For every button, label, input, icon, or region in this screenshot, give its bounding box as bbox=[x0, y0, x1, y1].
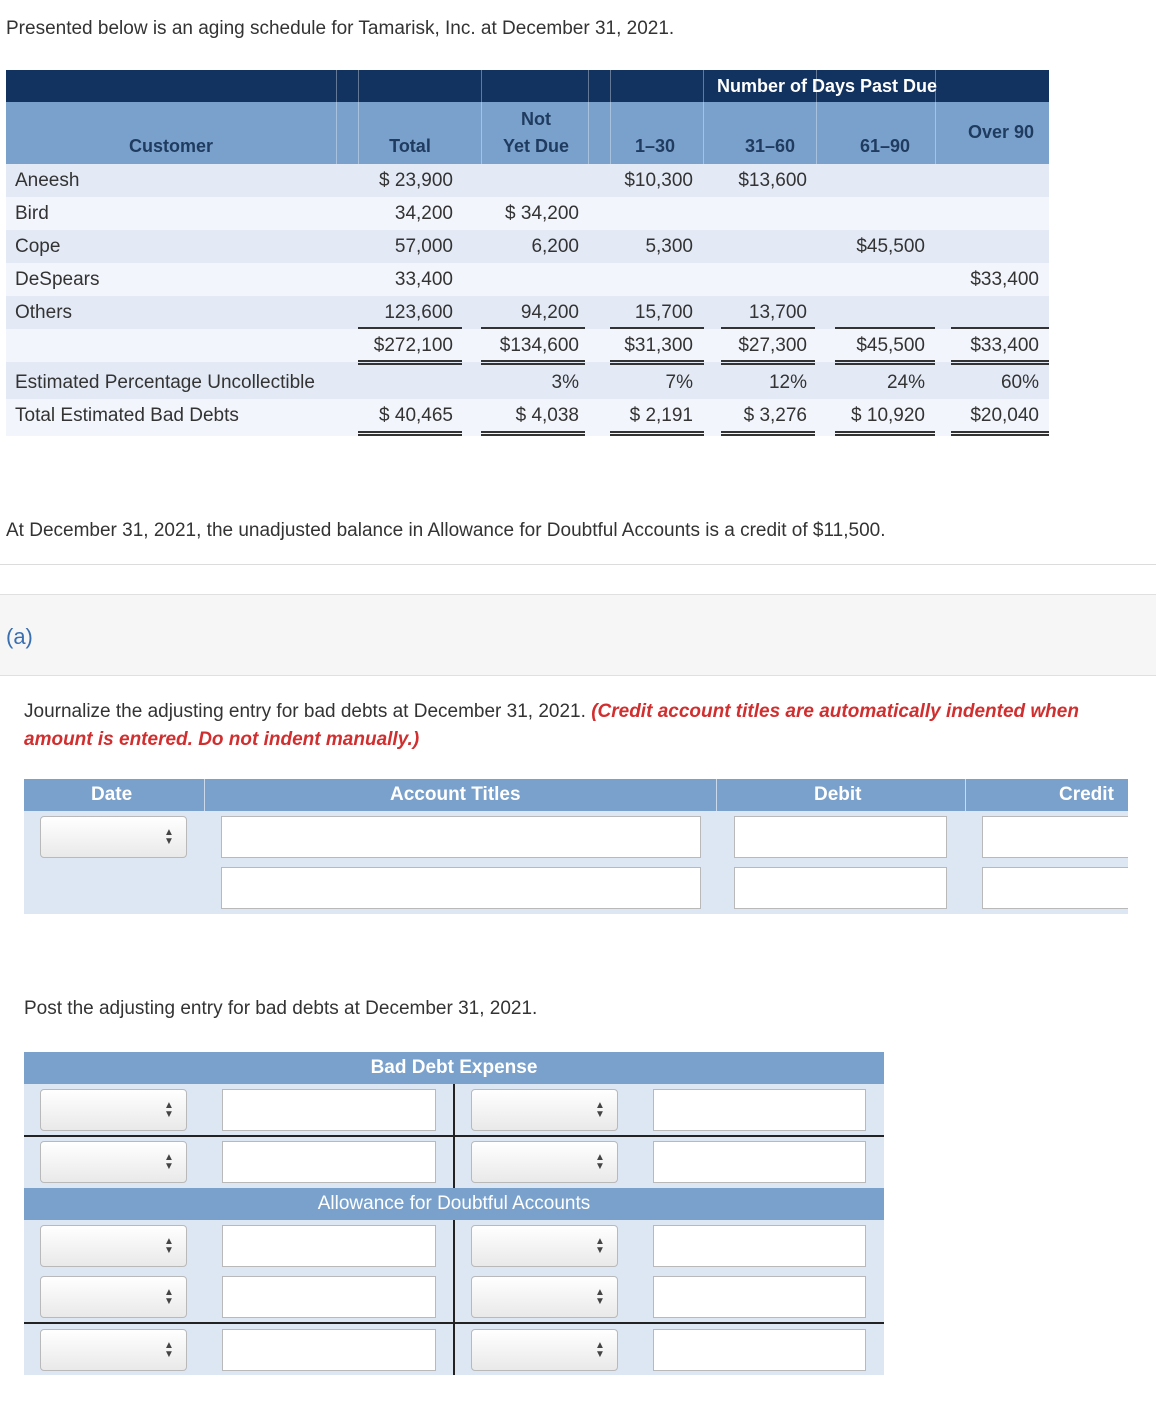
days-61-90-header: 61–90 bbox=[859, 136, 911, 156]
updown-arrows-icon: ▲ ▼ bbox=[595, 1152, 605, 1172]
d2-cell: $13,600 bbox=[738, 170, 807, 191]
updown-arrows-icon: ▲ ▼ bbox=[595, 1287, 605, 1307]
d1-cell: $ 2,191 bbox=[629, 405, 693, 426]
updown-arrows-icon: ▲ ▼ bbox=[164, 1287, 174, 1307]
intro-text: Presented below is an aging schedule for Tamarisk, Inc. at December 31, 2021. bbox=[6, 18, 675, 39]
journal-debit-input-1[interactable] bbox=[734, 816, 947, 858]
updown-arrows-icon: ▲ ▼ bbox=[164, 827, 174, 847]
updown-arrows-icon: ▲ ▼ bbox=[164, 1152, 174, 1172]
bde-left-date-select-2[interactable] bbox=[40, 1141, 187, 1183]
ada-left-date-select-3[interactable] bbox=[40, 1329, 187, 1371]
journal-debit-input-2[interactable] bbox=[734, 867, 947, 909]
bde-left-amount-input-1[interactable] bbox=[222, 1089, 436, 1131]
debit-header: Debit bbox=[814, 784, 862, 805]
journal-credit-input-2[interactable] bbox=[982, 867, 1128, 909]
d1-cell: 7% bbox=[665, 372, 693, 393]
table-row bbox=[6, 296, 1049, 329]
table-row bbox=[6, 164, 1049, 197]
total-cell: $ 23,900 bbox=[379, 170, 453, 191]
bad-debt-expense-title: Bad Debt Expense bbox=[24, 1052, 884, 1084]
ada-right-date-select-2[interactable] bbox=[471, 1276, 618, 1318]
total-cell: $272,100 bbox=[373, 335, 453, 356]
ada-left-date-select-1[interactable] bbox=[40, 1225, 187, 1267]
table-row bbox=[6, 197, 1049, 230]
d1-cell: $31,300 bbox=[624, 335, 693, 356]
journal-table-header bbox=[24, 779, 1128, 811]
ada-left-amount-input-2[interactable] bbox=[222, 1276, 436, 1318]
aging-schedule-table bbox=[6, 70, 1049, 436]
bad-debts-label: Total Estimated Bad Debts bbox=[15, 405, 239, 426]
updown-arrows-icon: ▲ ▼ bbox=[164, 1236, 174, 1256]
not-yet-due-header-2: Yet Due bbox=[502, 136, 570, 156]
instruction-text bbox=[24, 698, 1134, 754]
over-90-header: Over 90 bbox=[967, 122, 1035, 142]
d1-cell: 5,300 bbox=[645, 236, 693, 257]
updown-arrows-icon: ▲ ▼ bbox=[595, 1340, 605, 1360]
divider bbox=[0, 564, 1156, 565]
bad-debts-row bbox=[6, 399, 1049, 436]
updown-arrows-icon: ▲ ▼ bbox=[164, 1100, 174, 1120]
totals-row bbox=[6, 329, 1049, 362]
balance-text: At December 31, 2021, the unadjusted balance in Allowance for Doubtful Accounts is a credit of $11,500. bbox=[6, 520, 886, 541]
d3-cell: $45,500 bbox=[856, 335, 925, 356]
bde-right-amount-input-2[interactable] bbox=[653, 1141, 866, 1183]
updown-arrows-icon: ▲ ▼ bbox=[164, 1340, 174, 1360]
journal-date-select[interactable] bbox=[40, 816, 187, 858]
instruction-main: Journalize the adjusting entry for bad debts at December 31, 2021. bbox=[24, 701, 592, 722]
customer-header: Customer bbox=[128, 136, 213, 156]
customer-name: Bird bbox=[15, 203, 49, 224]
part-band bbox=[0, 594, 1156, 676]
nyd-cell: $ 4,038 bbox=[515, 405, 579, 426]
bde-right-date-select-1[interactable] bbox=[471, 1089, 618, 1131]
part-label: (a) bbox=[6, 624, 33, 649]
customer-name: Aneesh bbox=[15, 170, 80, 191]
date-header: Date bbox=[91, 784, 133, 805]
d4-cell: 60% bbox=[1000, 372, 1039, 393]
total-cell: 123,600 bbox=[384, 302, 453, 323]
d2-cell: $27,300 bbox=[738, 335, 807, 356]
table-header-top bbox=[6, 70, 1049, 102]
bde-left-date-select-1[interactable] bbox=[40, 1089, 187, 1131]
ada-left-amount-input-3[interactable] bbox=[222, 1329, 436, 1371]
total-cell: $ 40,465 bbox=[379, 405, 453, 426]
d2-cell: $ 3,276 bbox=[743, 405, 807, 426]
total-cell: 33,400 bbox=[394, 269, 453, 290]
credit-header: Credit bbox=[1059, 784, 1114, 805]
d1-cell: 15,700 bbox=[634, 302, 693, 323]
updown-arrows-icon: ▲ ▼ bbox=[595, 1100, 605, 1120]
customer-name: Others bbox=[15, 302, 73, 323]
days-past-due-header: Number of Days Past Due bbox=[716, 76, 938, 96]
journal-credit-input-1[interactable] bbox=[982, 816, 1128, 858]
days-1-30-header: 1–30 bbox=[634, 136, 676, 156]
d3-cell: $ 10,920 bbox=[851, 405, 925, 426]
percentage-row bbox=[6, 366, 1049, 399]
days-31-60-header: 31–60 bbox=[744, 136, 796, 156]
updown-arrows-icon: ▲ ▼ bbox=[595, 1236, 605, 1256]
not-yet-due-header-1: Not bbox=[521, 109, 551, 129]
ada-right-amount-input-3[interactable] bbox=[653, 1329, 866, 1371]
ada-left-date-select-2[interactable] bbox=[40, 1276, 187, 1318]
d4-cell: $20,040 bbox=[970, 405, 1039, 426]
d1-cell: $10,300 bbox=[624, 170, 693, 191]
nyd-cell: $134,600 bbox=[499, 335, 579, 356]
journal-account-input-2[interactable] bbox=[221, 867, 701, 909]
instruction-note: (Credit account titles are automatically indented when amount is entered. Do not indent manually.) bbox=[24, 701, 1079, 750]
total-cell: 34,200 bbox=[394, 203, 453, 224]
bde-left-amount-input-2[interactable] bbox=[222, 1141, 436, 1183]
customer-name: DeSpears bbox=[15, 269, 100, 290]
table-header-columns bbox=[6, 102, 1049, 164]
total-header: Total bbox=[389, 136, 431, 156]
d3-cell: $45,500 bbox=[856, 236, 925, 257]
d3-cell: 24% bbox=[886, 372, 925, 393]
bde-right-amount-input-1[interactable] bbox=[653, 1089, 866, 1131]
nyd-cell: 3% bbox=[551, 372, 579, 393]
percentage-label: Estimated Percentage Uncollectible bbox=[15, 372, 315, 393]
d4-cell: $33,400 bbox=[970, 335, 1039, 356]
table-row bbox=[6, 230, 1049, 263]
post-instruction: Post the adjusting entry for bad debts at December 31, 2021. bbox=[24, 998, 538, 1019]
nyd-cell: 6,200 bbox=[531, 236, 579, 257]
ada-right-date-select-1[interactable] bbox=[471, 1225, 618, 1267]
d2-cell: 13,700 bbox=[748, 302, 807, 323]
journal-account-input-1[interactable] bbox=[221, 816, 701, 858]
bde-right-date-select-2[interactable] bbox=[471, 1141, 618, 1183]
account-titles-header: Account Titles bbox=[390, 784, 521, 805]
nyd-cell: 94,200 bbox=[520, 302, 579, 323]
total-cell: 57,000 bbox=[394, 236, 453, 257]
d2-cell: 12% bbox=[768, 372, 807, 393]
ada-right-amount-input-1[interactable] bbox=[653, 1225, 866, 1267]
nyd-cell: $ 34,200 bbox=[505, 203, 579, 224]
ada-left-amount-input-1[interactable] bbox=[222, 1225, 436, 1267]
customer-name: Cope bbox=[15, 236, 61, 257]
table-row bbox=[6, 263, 1049, 296]
ada-right-amount-input-2[interactable] bbox=[653, 1276, 866, 1318]
d4-cell: $33,400 bbox=[970, 269, 1039, 290]
ada-right-date-select-3[interactable] bbox=[471, 1329, 618, 1371]
allowance-title: Allowance for Doubtful Accounts bbox=[24, 1188, 884, 1220]
